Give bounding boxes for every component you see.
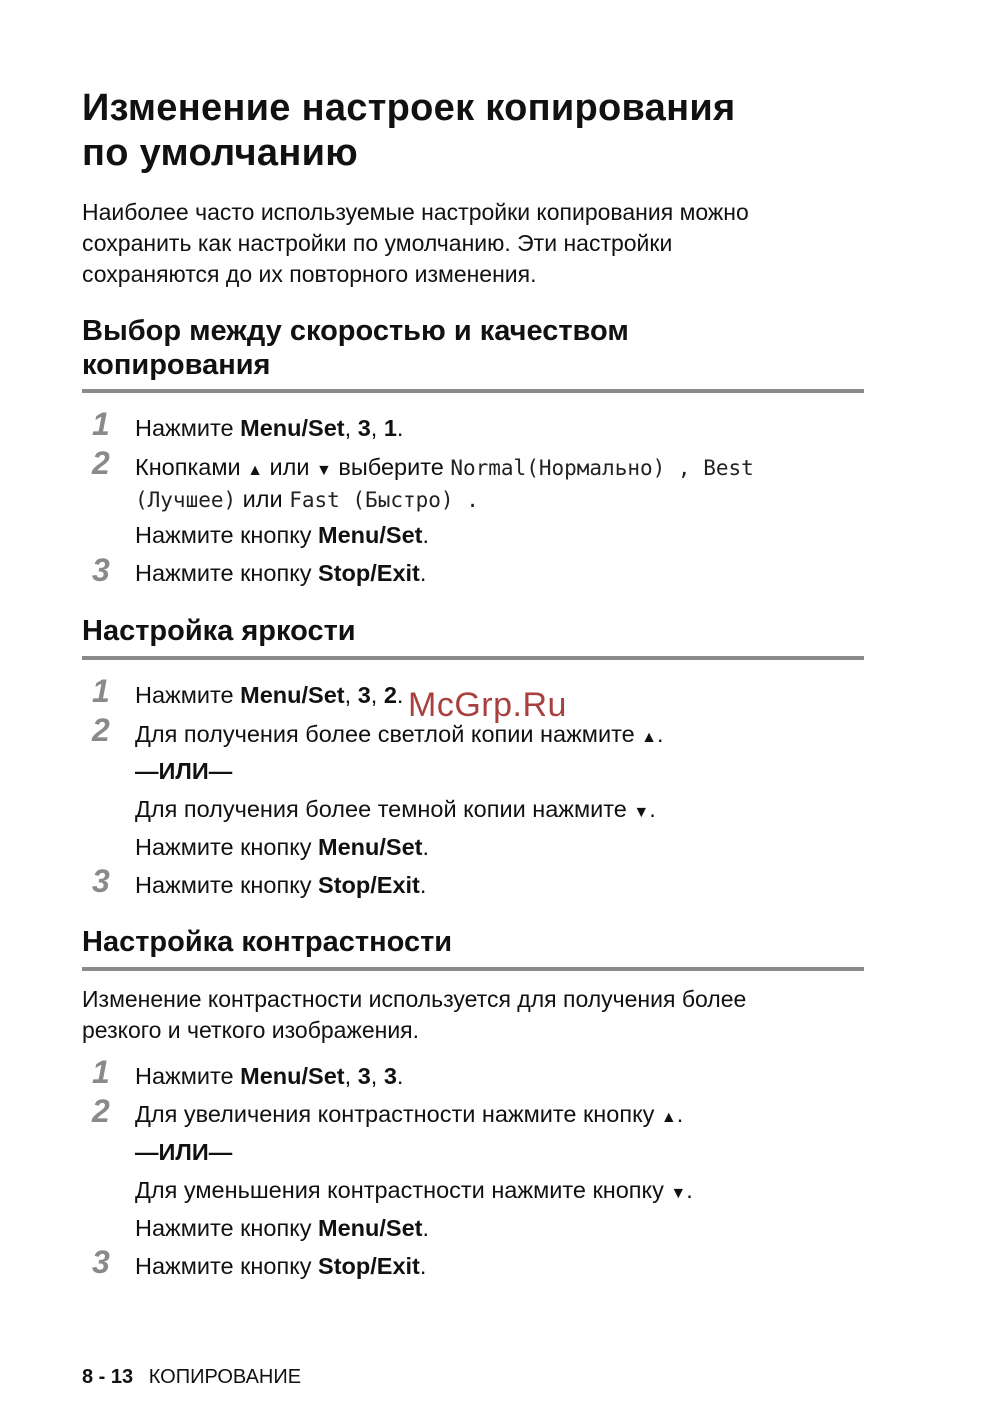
step-text: [135, 413, 403, 443]
step-text-part: Для получения более темной копии нажмите: [135, 796, 634, 822]
lcd-option: Normal(Нормально): [450, 456, 666, 480]
step-text-part: Нажмите: [135, 1063, 241, 1089]
punct: .: [422, 1215, 430, 1241]
step-text: [135, 832, 429, 862]
step-text: [135, 558, 426, 588]
separator: ,: [370, 415, 384, 441]
punct: .: [453, 488, 479, 512]
section-divider: [82, 656, 864, 660]
step-text-part: или: [263, 454, 317, 480]
section-divider: [82, 389, 864, 393]
section-heading-brightness: Настройка яркости: [82, 615, 356, 647]
step-text-part: Нажмите кнопку: [135, 872, 319, 898]
intro-line: Наиболее часто используемые настройки копирования можно: [82, 199, 749, 225]
down-arrow-icon: ▼: [316, 462, 332, 479]
intro-line: сохранить как настройки по умолчанию. Эти настройки: [82, 230, 673, 256]
step-text-part: Для получения более светлой копии нажмите: [135, 721, 642, 747]
step-text-part: Нажмите кнопку: [135, 1253, 319, 1279]
step-text: [135, 520, 429, 550]
key-label: Stop/Exit: [318, 872, 420, 898]
punct: .: [396, 1063, 404, 1089]
step-number: 1: [92, 1054, 110, 1090]
section-divider: [82, 967, 864, 971]
key-label: Menu/Set: [318, 834, 423, 860]
step-number: 3: [92, 1244, 110, 1280]
step-text-part: Для увеличения контрастности нажмите кнопку: [135, 1101, 661, 1127]
intro-line: Изменение контрастности используется для получения более: [82, 986, 747, 1012]
step-text-part: или: [236, 486, 290, 512]
key-label: Stop/Exit: [318, 1253, 420, 1279]
step-number: 2: [92, 445, 110, 481]
key-label: Stop/Exit: [318, 560, 420, 586]
chapter-name: КОПИРОВАНИЕ: [148, 1366, 302, 1388]
key-label: 3: [357, 1063, 371, 1089]
step-number: 1: [92, 406, 110, 442]
key-label: Menu/Set: [240, 682, 345, 708]
step-text-part: Кнопками: [135, 454, 248, 480]
key-label: Menu/Set: [240, 415, 345, 441]
section-heading-contrast: Настройка контрастности: [82, 926, 453, 958]
punct: .: [676, 1101, 684, 1127]
step-text: [135, 1213, 429, 1243]
page-title-line2: по умолчанию: [82, 132, 358, 174]
section-heading-speed-quality: [82, 314, 629, 382]
contrast-intro: [82, 984, 746, 1046]
punct: .: [419, 872, 427, 898]
lcd-option: Best: [703, 456, 754, 480]
intro-line: резкого и четкого изображения.: [82, 1017, 420, 1043]
page-title: [82, 86, 736, 176]
punct: .: [396, 415, 404, 441]
up-arrow-icon: ▲: [641, 729, 658, 746]
step-number: 1: [92, 673, 110, 709]
separator: ,: [344, 415, 358, 441]
intro-paragraph: [82, 197, 749, 290]
lcd-option: (Лучшее): [135, 488, 237, 512]
step-text-part: Нажмите: [135, 682, 241, 708]
punct: .: [649, 796, 656, 822]
key-label: 3: [383, 1063, 397, 1089]
lcd-option: Fast (Быстро): [289, 488, 454, 512]
step-text: [135, 870, 426, 900]
down-arrow-icon: ▼: [670, 1185, 687, 1202]
step-text: [135, 794, 656, 828]
punct: .: [422, 522, 430, 548]
page-number: 8 - 13: [82, 1366, 134, 1388]
step-number: 2: [92, 1093, 110, 1129]
punct: .: [419, 560, 427, 586]
key-label: 3: [357, 682, 371, 708]
key-label: Menu/Set: [240, 1063, 345, 1089]
step-text-part: Нажмите кнопку: [135, 560, 319, 586]
watermark: McGrp.Ru: [408, 686, 567, 724]
page-footer: [82, 1364, 301, 1390]
step-text: [135, 1175, 693, 1209]
step-number: 2: [92, 712, 110, 748]
step-text-part: Нажмите кнопку: [135, 834, 319, 860]
step-text: [135, 452, 754, 486]
down-arrow-icon: ▼: [633, 804, 650, 821]
key-label: Menu/Set: [318, 1215, 423, 1241]
punct: .: [396, 682, 404, 708]
step-text: [135, 1251, 426, 1281]
step-text-part: Нажмите кнопку: [135, 1215, 319, 1241]
separator: ,: [665, 456, 704, 480]
key-label: 2: [383, 682, 397, 708]
section-heading-line: Выбор между скоростью и качеством: [82, 315, 629, 347]
separator: ,: [344, 682, 358, 708]
step-text-continued: [135, 484, 479, 515]
separator: ,: [370, 1063, 384, 1089]
key-label: 3: [357, 415, 371, 441]
step-text-part: Нажмите: [135, 415, 241, 441]
intro-line: сохраняются до их повторного изменения.: [82, 261, 537, 287]
step-number: 3: [92, 863, 110, 899]
or-separator: —ИЛИ—: [135, 758, 233, 784]
step-text: [135, 1061, 403, 1091]
key-label: Menu/Set: [318, 522, 423, 548]
step-text: [135, 719, 664, 753]
punct: .: [419, 1253, 427, 1279]
separator: ,: [370, 682, 384, 708]
punct: .: [657, 721, 664, 747]
step-text-part: Нажмите кнопку: [135, 522, 319, 548]
up-arrow-icon: ▲: [660, 1109, 677, 1126]
page-title-line1: Изменение настроек копирования: [82, 87, 736, 129]
punct: .: [422, 834, 430, 860]
or-separator: —ИЛИ—: [135, 1139, 233, 1165]
step-text: [135, 1099, 683, 1133]
step-text-part: Для уменьшения контрастности нажмите кнопку: [135, 1177, 671, 1203]
up-arrow-icon: ▲: [247, 462, 263, 479]
punct: .: [686, 1177, 693, 1203]
step-text: [135, 680, 403, 710]
step-text-part: выберите: [331, 454, 451, 480]
key-label: 1: [383, 415, 397, 441]
section-heading-line: копирования: [82, 349, 271, 381]
separator: ,: [344, 1063, 358, 1089]
step-number: 3: [92, 552, 110, 588]
